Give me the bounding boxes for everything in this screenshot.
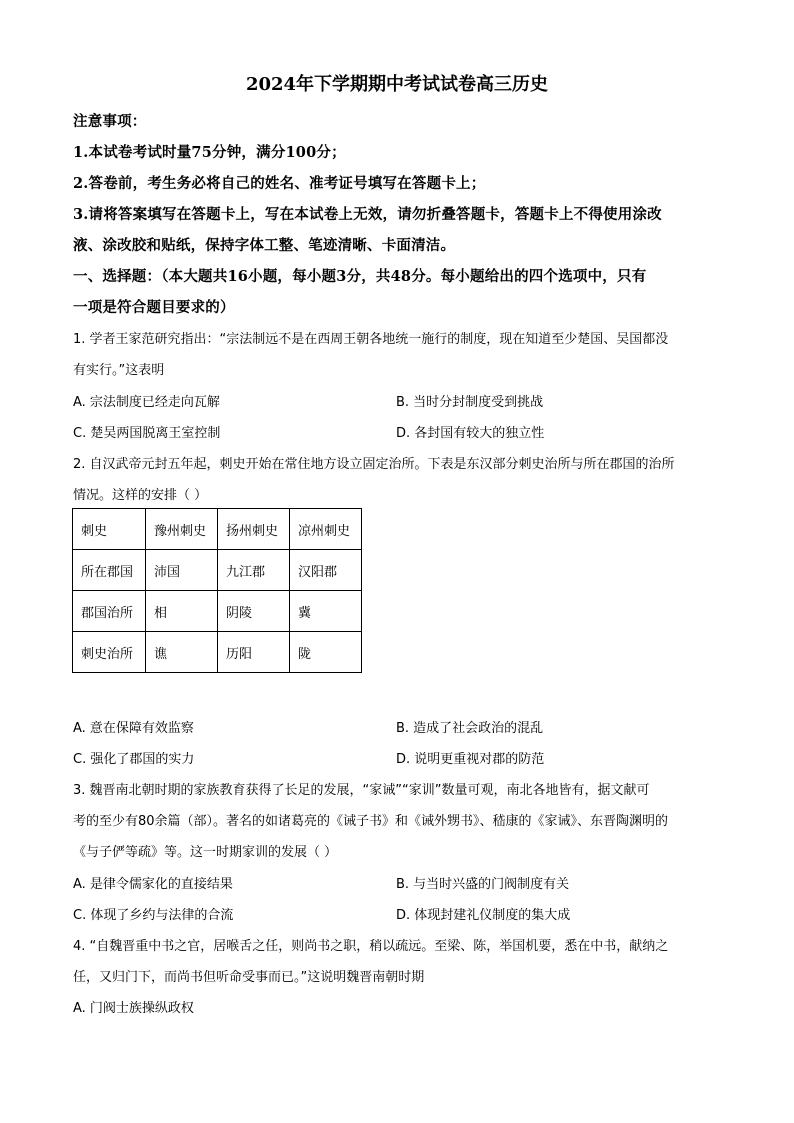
table-cell: 谯 — [146, 632, 218, 673]
q1-option-b: B. 当时分封制度受到挑战 — [396, 395, 544, 410]
table-cell: 凉州刺史 — [290, 509, 362, 550]
table-row — [73, 509, 362, 550]
table-cell: 豫州刺史 — [146, 509, 218, 550]
q2-table — [72, 508, 362, 673]
q1-option-a: A. 宗法制度已经走向瓦解 — [73, 395, 220, 410]
table-cell: 刺史治所 — [73, 632, 146, 673]
q4-option-a: A. 门阀士族操纵政权 — [73, 1001, 194, 1016]
notice-item-3-line-1: 3.请将答案填写在答题卡上，写在本试卷上无效，请勿折叠答题卡，答题卡上不得使用涂改 — [73, 206, 662, 223]
notice-item-1: 1.本试卷考试时量75分钟，满分100分； — [73, 144, 346, 161]
q2-stem-line-1: 2. 自汉武帝元封五年起，刺史开始在常住地方设立固定治所。下表是东汉部分刺史治所与所在郡国的治所 — [73, 457, 675, 472]
q2-stem-line-2: 情况。这样的安排（ ） — [73, 488, 208, 503]
table-cell: 郡国治所 — [73, 591, 146, 632]
q3-option-a: A. 是律令儒家化的直接结果 — [73, 877, 233, 892]
table-row — [73, 591, 362, 632]
notice-heading: 注意事项： — [73, 113, 147, 130]
table-row — [73, 632, 362, 673]
q4-stem-line-1: 4. “自魏晋重中书之官，居喉舌之任，则尚书之职，稍以疏远。至梁、陈，举国机要，悉在中书，献纳之 — [73, 939, 669, 954]
q3-stem-line-2: 考的至少有80余篇（部）。著名的如诸葛亮的《诫子书》和《诫外甥书》、嵇康的《家诫》、东晋陶渊明的 — [73, 814, 669, 829]
notice-item-2: 2.答卷前，考生务必将自己的姓名、准考证号填写在答题卡上； — [73, 175, 486, 192]
section-heading-line-2: 一项是符合题目要求的） — [73, 299, 235, 316]
exam-title: 2024年下学期期中考试试卷高三历史 — [245, 74, 549, 95]
q3-stem-line-3: 《与子俨等疏》等。这一时期家训的发展（ ） — [73, 845, 338, 860]
table-cell: 相 — [146, 591, 218, 632]
notice-item-3-line-2: 液、涂改胶和贴纸，保持字体工整、笔迹清晰、卡面清洁。 — [73, 237, 456, 254]
section-heading-line-1: 一、选择题：（本大题共16小题，每小题3分，共48分。每小题给出的四个选项中，只有 — [73, 268, 647, 285]
table-cell: 冀 — [290, 591, 362, 632]
q3-stem-line-1: 3. 魏晋南北朝时期的家族教育获得了长足的发展，“家诫”“家训”数量可观，南北各地皆有，据文献可 — [73, 783, 650, 798]
q2-option-d: D. 说明更重视对郡的防范 — [396, 752, 545, 767]
q1-option-d: D. 各封国有较大的独立性 — [396, 426, 545, 441]
table-cell: 九江郡 — [218, 550, 290, 591]
q2-option-a: A. 意在保障有效监察 — [73, 721, 194, 736]
table-cell: 扬州刺史 — [218, 509, 290, 550]
q2-option-c: C. 强化了郡国的实力 — [73, 752, 195, 767]
table-cell: 所在郡国 — [73, 550, 146, 591]
table-cell: 阴陵 — [218, 591, 290, 632]
q2-option-b: B. 造成了社会政治的混乱 — [396, 721, 544, 736]
table-row — [73, 550, 362, 591]
q3-option-b: B. 与当时兴盛的门阀制度有关 — [396, 877, 570, 892]
table-cell: 历阳 — [218, 632, 290, 673]
table-cell: 汉阳郡 — [290, 550, 362, 591]
table-cell: 刺史 — [73, 509, 146, 550]
q1-stem-line-2: 有实行。”这表明 — [73, 363, 165, 378]
q1-stem-line-1: 1. 学者王家范研究指出：“宗法制远不是在西周王朝各地统一施行的制度，现在知道至少楚国、吴国都没 — [73, 332, 669, 347]
q4-stem-line-2: 任，又归门下，而尚书但听命受事而已。”这说明魏晋南朝时期 — [73, 970, 425, 985]
q1-option-c: C. 楚吴两国脱离王室控制 — [73, 426, 221, 441]
q3-option-c: C. 体现了乡约与法律的合流 — [73, 908, 234, 923]
q3-option-d: D. 体现封建礼仪制度的集大成 — [396, 908, 571, 923]
table-cell: 陇 — [290, 632, 362, 673]
table-cell: 沛国 — [146, 550, 218, 591]
